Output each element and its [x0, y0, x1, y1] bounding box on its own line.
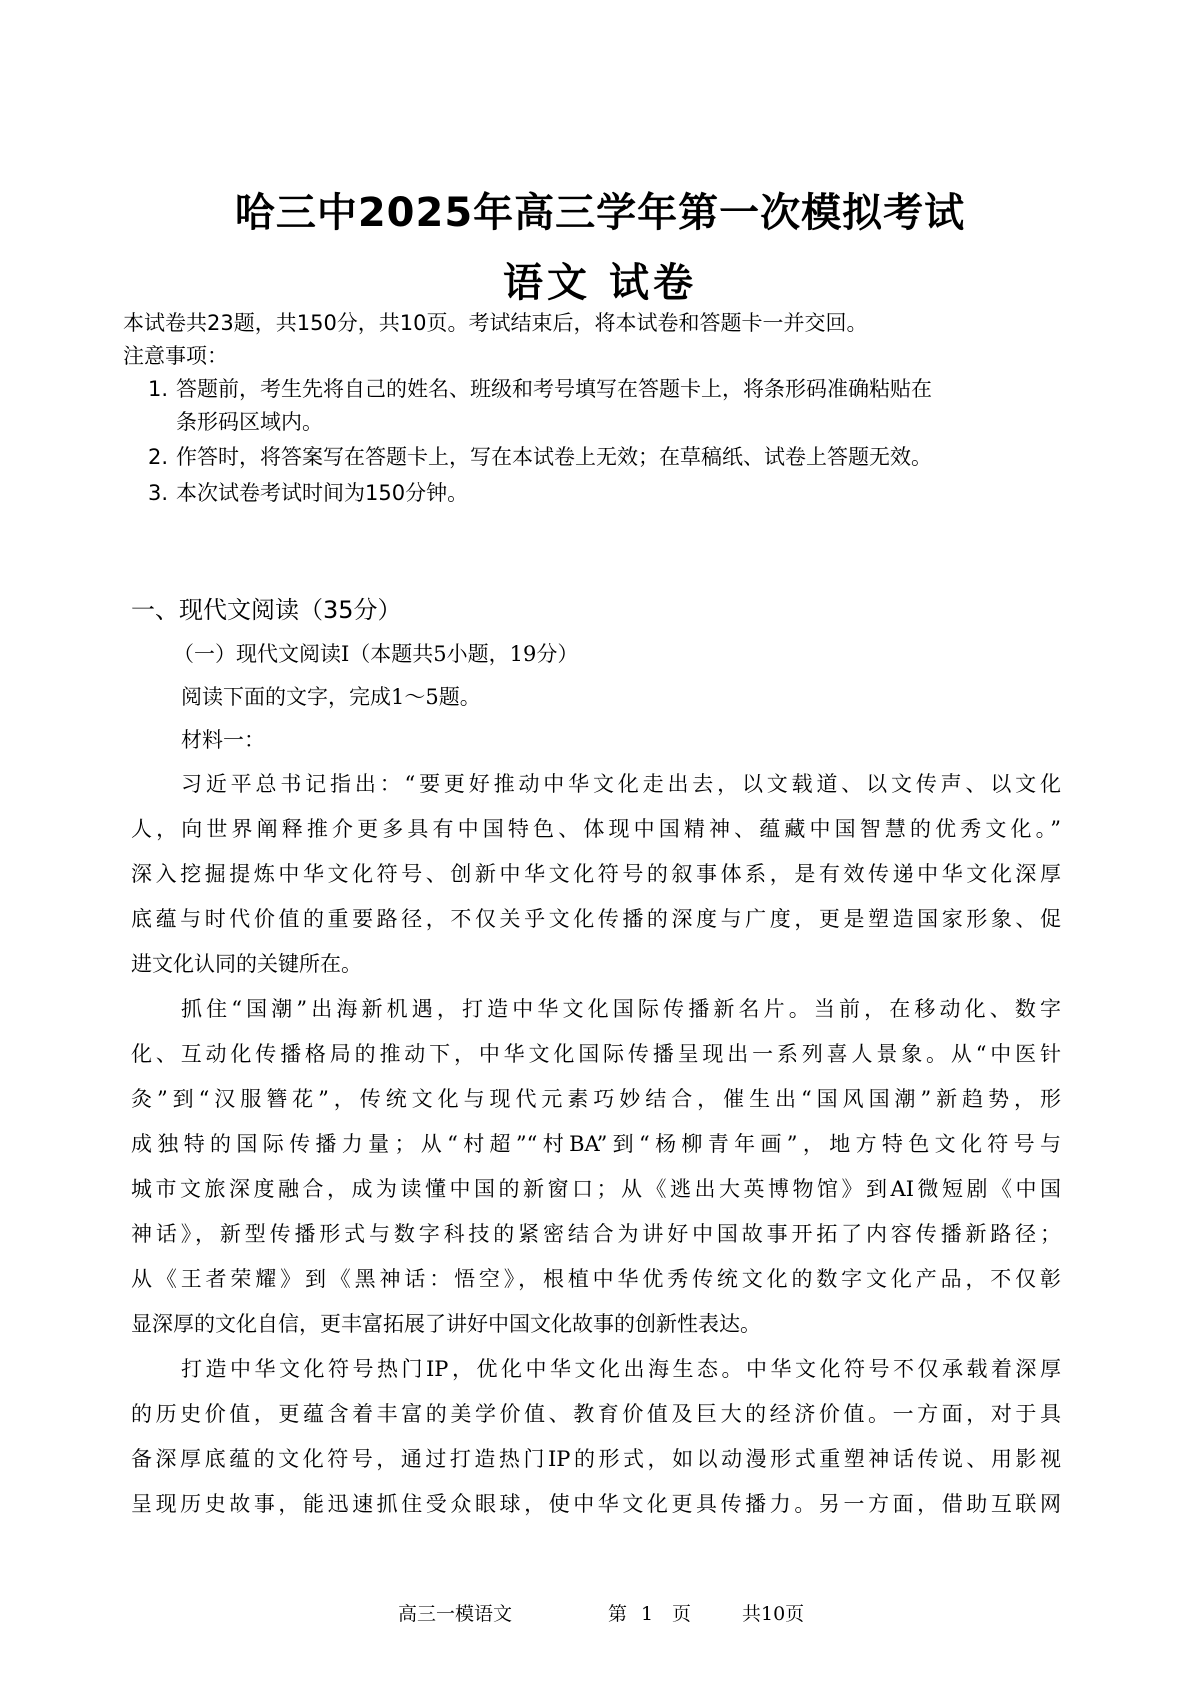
paragraph-line: 成独特的国际传播力量；从“村超”“村BA”到“杨柳青年画”，地方特色文化符号与: [131, 1132, 1061, 1156]
paragraph-line: 从《王者荣耀》到《黑神话：悟空》，根植中华优秀传统文化的数字文化产品，不仅彰: [131, 1267, 1061, 1291]
notice-item-number: 3.: [148, 481, 169, 505]
footer-page-label-pre: 第: [608, 1603, 628, 1625]
notice-label: 注意事项：: [123, 344, 228, 368]
notice-item-number: 2.: [148, 445, 169, 469]
exam-title: 哈三中2025年高三学年第一次模拟考试: [234, 190, 966, 236]
footer-page-label-post: 页: [672, 1603, 692, 1625]
paragraph-line: 深入挖掘提炼中华文化符号、创新中华文化符号的叙事体系，是有效传递中华文化深厚: [131, 862, 1061, 886]
notice-item-3: [148, 478, 468, 508]
notice-item-2: [148, 442, 932, 472]
paragraph-line: 显深厚的文化自信，更丰富拓展了讲好中国文化故事的创新性表达。: [131, 1312, 761, 1336]
section-heading: 一、现代文阅读（35分）: [131, 596, 402, 624]
notice-item-text: 作答时，将答案写在答题卡上，写在本试卷上无效；在草稿纸、试卷上答题无效。: [176, 445, 932, 469]
paragraph-line: 呈现历史故事，能迅速抓住受众眼球，使中华文化更具传播力。另一方面，借助互联网: [131, 1492, 1061, 1516]
intro-text: 本试卷共23题，共150分，共10页。考试结束后，将本试卷和答题卡一并交回。: [123, 311, 868, 335]
paragraph-line: 人，向世界阐释推介更多具有中国特色、体现中国精神、蕴藏中国智慧的优秀文化。”: [131, 817, 1061, 841]
notice-item-number: 1.: [148, 377, 169, 401]
paragraph-line: 底蕴与时代价值的重要路径，不仅关乎文化传播的深度与广度，更是塑造国家形象、促: [131, 907, 1061, 931]
reading-instruction: 阅读下面的文字，完成1～5题。: [181, 685, 481, 709]
paragraph-line: 进文化认同的关键所在。: [131, 952, 362, 976]
paragraph-line: 化、互动化传播格局的推动下，中华文化国际传播呈现出一系列喜人景象。从“中医针: [131, 1042, 1061, 1066]
paragraph-line: 习近平总书记指出：“要更好推动中华文化走出去，以文载道、以文传声、以文化: [181, 772, 1061, 796]
paragraph-line: 抓住“国潮”出海新机遇，打造中华文化国际传播新名片。当前，在移动化、数字: [181, 997, 1061, 1021]
material-label: 材料一：: [181, 728, 265, 752]
paragraph-line: 备深厚底蕴的文化符号，通过打造热门IP的形式，如以动漫形式重塑神话传说、用影视: [131, 1447, 1061, 1471]
notice-item-1-continued: 条形码区域内。: [176, 410, 323, 434]
footer-total-pages: 共10页: [742, 1603, 805, 1625]
notice-item-1: [148, 374, 932, 404]
subsection-heading: （一）现代文阅读Ⅰ（本题共5小题，19分）: [173, 642, 579, 666]
footer-exam-name: 高三一模语文: [398, 1603, 513, 1625]
notice-item-text: 答题前，考生先将自己的姓名、班级和考号填写在答题卡上，将条形码准确粘贴在: [176, 377, 932, 401]
paragraph-line: 神话》，新型传播形式与数字科技的紧密结合为讲好中国故事开拓了内容传播新路径；: [131, 1222, 1061, 1246]
paragraph-line: 打造中华文化符号热门IP，优化中华文化出海生态。中华文化符号不仅承载着深厚: [181, 1357, 1061, 1381]
paragraph-line: 的历史价值，更蕴含着丰富的美学价值、教育价值及巨大的经济价值。一方面，对于具: [131, 1402, 1061, 1426]
footer-page-number: 1: [641, 1603, 654, 1625]
exam-subtitle: 语文 试卷: [503, 259, 697, 306]
paragraph-line: 城市文旅深度融合，成为读懂中国的新窗口；从《逃出大英博物馆》到AI微短剧《中国: [131, 1177, 1061, 1201]
paragraph-line: 灸”到“汉服簪花”，传统文化与现代元素巧妙结合，催生出“国风国潮”新趋势，形: [131, 1087, 1061, 1111]
notice-item-text: 本次试卷考试时间为150分钟。: [176, 481, 469, 505]
